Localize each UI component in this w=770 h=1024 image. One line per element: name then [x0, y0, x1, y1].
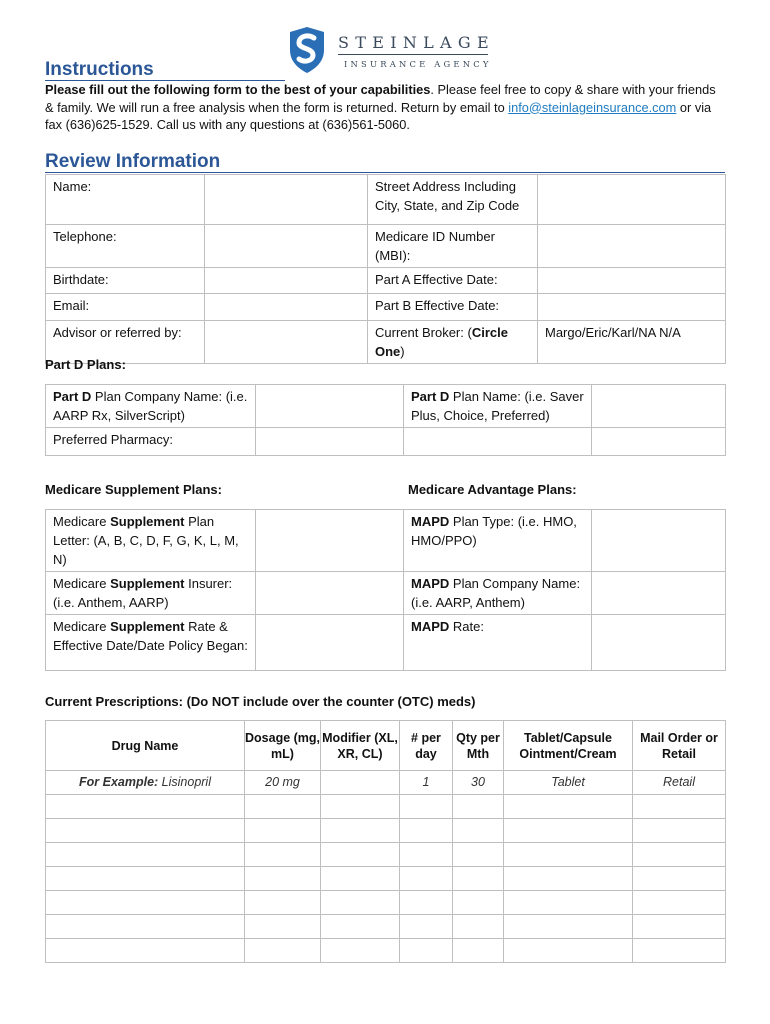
example-modifier[interactable] [321, 771, 400, 795]
col-dosage: Dosage (mg, mL) [245, 721, 321, 771]
pharmacy-field[interactable] [256, 428, 404, 456]
example-form[interactable]: Tablet [504, 771, 633, 795]
rx-qty-cell[interactable] [453, 843, 504, 867]
rx-per-day-cell[interactable] [400, 867, 453, 891]
part-a-label: Part A Effective Date: [368, 268, 538, 294]
instructions-heading: Instructions [45, 59, 154, 80]
rx-order-cell[interactable] [633, 819, 726, 843]
rx-modifier-cell[interactable] [321, 915, 400, 939]
instructions-text [45, 81, 725, 134]
rx-modifier-cell[interactable] [321, 819, 400, 843]
prescription-row [46, 939, 726, 963]
rx-modifier-cell[interactable] [321, 795, 400, 819]
rx-per-day-cell[interactable] [400, 915, 453, 939]
example-per-day[interactable]: 1 [400, 771, 453, 795]
supplement-rate-label: Medicare Supplement Rate & Effective Date/Date Policy Began: [46, 615, 256, 671]
advisor-label: Advisor or referred by: [46, 321, 205, 364]
rx-form-cell[interactable] [504, 819, 633, 843]
instructions-text-1: . Please feel free to copy & share with your friends & family. We will run a free analysis when the form is returned. Return by email to [45, 82, 716, 115]
birthdate-label: Birthdate: [46, 268, 205, 294]
rx-modifier-cell[interactable] [321, 939, 400, 963]
rx-drug-cell[interactable] [46, 891, 245, 915]
birthdate-field[interactable] [205, 268, 368, 294]
mbi-field[interactable] [538, 225, 726, 268]
rx-drug-cell[interactable] [46, 819, 245, 843]
advisor-field[interactable] [205, 321, 368, 364]
col-drug-name: Drug Name [46, 721, 245, 771]
review-table [45, 174, 726, 364]
prescription-row [46, 843, 726, 867]
rx-form-cell[interactable] [504, 795, 633, 819]
rx-dosage-cell[interactable] [245, 939, 321, 963]
rx-dosage-cell[interactable] [245, 819, 321, 843]
review-divider [45, 172, 725, 173]
supplement-rate-field[interactable] [256, 615, 404, 671]
logo-brand-text: STEINLAGE [338, 33, 495, 52]
rx-dosage-cell[interactable] [245, 915, 321, 939]
supplement-insurer-field[interactable] [256, 572, 404, 615]
example-row [46, 771, 726, 795]
logo-sub-text: INSURANCE AGENCY [344, 59, 492, 69]
col-per-day: # per day [400, 721, 453, 771]
part-d-table [45, 384, 726, 456]
name-field[interactable] [205, 175, 368, 225]
rx-order-cell[interactable] [633, 843, 726, 867]
part-d-company-field[interactable] [256, 385, 404, 428]
prescriptions-heading: Current Prescriptions: (Do NOT include over the counter (OTC) meds) [45, 694, 476, 709]
rx-per-day-cell[interactable] [400, 843, 453, 867]
mapd-type-field[interactable] [592, 510, 726, 572]
mapd-rate-label: MAPD Rate: [404, 615, 592, 671]
address-field[interactable] [538, 175, 726, 225]
part-d-plan-field[interactable] [592, 385, 726, 428]
rx-per-day-cell[interactable] [400, 891, 453, 915]
rx-modifier-cell[interactable] [321, 867, 400, 891]
example-qty[interactable]: 30 [453, 771, 504, 795]
mbi-label: Medicare ID Number (MBI): [368, 225, 538, 268]
rx-qty-cell[interactable] [453, 939, 504, 963]
rx-drug-cell[interactable] [46, 795, 245, 819]
rx-per-day-cell[interactable] [400, 939, 453, 963]
rx-dosage-cell[interactable] [245, 867, 321, 891]
part-d-empty-cell-2[interactable] [592, 428, 726, 456]
example-dosage[interactable]: 20 mg [245, 771, 321, 795]
supplement-letter-label: Medicare Supplement Plan Letter: (A, B, C, D, F, G, K, L, M, N) [46, 510, 256, 572]
email-label: Email: [46, 294, 205, 321]
rx-form-cell[interactable] [504, 843, 633, 867]
prescription-row [46, 891, 726, 915]
rx-per-day-cell[interactable] [400, 795, 453, 819]
rx-order-cell[interactable] [633, 915, 726, 939]
rx-drug-cell[interactable] [46, 843, 245, 867]
mapd-company-field[interactable] [592, 572, 726, 615]
rx-dosage-cell[interactable] [245, 891, 321, 915]
rx-order-cell[interactable] [633, 939, 726, 963]
rx-dosage-cell[interactable] [245, 843, 321, 867]
rx-qty-cell[interactable] [453, 819, 504, 843]
plans-table [45, 509, 726, 671]
rx-qty-cell[interactable] [453, 867, 504, 891]
logo-divider [338, 54, 488, 55]
example-order[interactable]: Retail [633, 771, 726, 795]
part-d-heading: Part D Plans: [45, 357, 126, 372]
supplement-heading: Medicare Supplement Plans: [45, 482, 222, 497]
rx-drug-cell[interactable] [46, 915, 245, 939]
col-form: Tablet/Capsule Ointment/Cream [504, 721, 633, 771]
review-heading: Review Information [45, 151, 221, 172]
email-link[interactable]: info@steinlageinsurance.com [508, 99, 677, 115]
name-label: Name: [46, 175, 205, 225]
mapd-company-label: MAPD Plan Company Name: (i.e. AARP, Anthem) [404, 572, 592, 615]
example-drug[interactable]: For Example: Lisinopril [46, 771, 245, 795]
address-label: Street Address Including City, State, and Zip Code [368, 175, 538, 225]
advantage-heading: Medicare Advantage Plans: [408, 482, 577, 497]
part-d-company-label: Part D Plan Company Name: (i.e. AARP Rx, SilverScript) [46, 385, 256, 428]
prescription-row [46, 795, 726, 819]
part-b-label: Part B Effective Date: [368, 294, 538, 321]
broker-options[interactable]: Margo/Eric/Karl/NA N/A [538, 321, 726, 364]
rx-qty-cell[interactable] [453, 891, 504, 915]
rx-order-cell[interactable] [633, 795, 726, 819]
part-d-plan-label: Part D Plan Name: (i.e. Saver Plus, Choice, Preferred) [404, 385, 592, 428]
broker-label: Current Broker: (Circle One) [368, 321, 538, 364]
shield-logo-icon [286, 26, 328, 74]
prescriptions-table [45, 720, 726, 963]
rx-form-cell[interactable] [504, 915, 633, 939]
rx-qty-cell[interactable] [453, 915, 504, 939]
rx-form-cell[interactable] [504, 939, 633, 963]
mapd-rate-field[interactable] [592, 615, 726, 671]
supplement-insurer-label: Medicare Supplement Insurer: (i.e. Anthem, AARP) [46, 572, 256, 615]
part-b-field[interactable] [538, 294, 726, 321]
col-qty: Qty per Mth [453, 721, 504, 771]
rx-form-cell[interactable] [504, 891, 633, 915]
telephone-label: Telephone: [46, 225, 205, 268]
pharmacy-label: Preferred Pharmacy: [46, 428, 256, 456]
part-d-empty-cell[interactable] [404, 428, 592, 456]
rx-dosage-cell[interactable] [245, 795, 321, 819]
rx-order-cell[interactable] [633, 891, 726, 915]
part-a-field[interactable] [538, 268, 726, 294]
prescriptions-header-row [46, 721, 726, 771]
email-field[interactable] [205, 294, 368, 321]
col-modifier: Modifier (XL, XR, CL) [321, 721, 400, 771]
col-order: Mail Order or Retail [633, 721, 726, 771]
rx-drug-cell[interactable] [46, 867, 245, 891]
mapd-type-label: MAPD Plan Type: (i.e. HMO, HMO/PPO) [404, 510, 592, 572]
prescription-row [46, 819, 726, 843]
agency-logo [286, 26, 496, 76]
rx-per-day-cell[interactable] [400, 819, 453, 843]
telephone-field[interactable] [205, 225, 368, 268]
rx-qty-cell[interactable] [453, 795, 504, 819]
rx-modifier-cell[interactable] [321, 843, 400, 867]
rx-modifier-cell[interactable] [321, 891, 400, 915]
supplement-letter-field[interactable] [256, 510, 404, 572]
instructions-bold: Please fill out the following form to the best of your capabilities [45, 82, 431, 97]
rx-drug-cell[interactable] [46, 939, 245, 963]
rx-order-cell[interactable] [633, 867, 726, 891]
prescription-row [46, 915, 726, 939]
instructions-text-2: or via fax (636)625-1529. Call us with any questions at (636)561-5060. [45, 99, 712, 132]
prescription-row [46, 867, 726, 891]
rx-form-cell[interactable] [504, 867, 633, 891]
